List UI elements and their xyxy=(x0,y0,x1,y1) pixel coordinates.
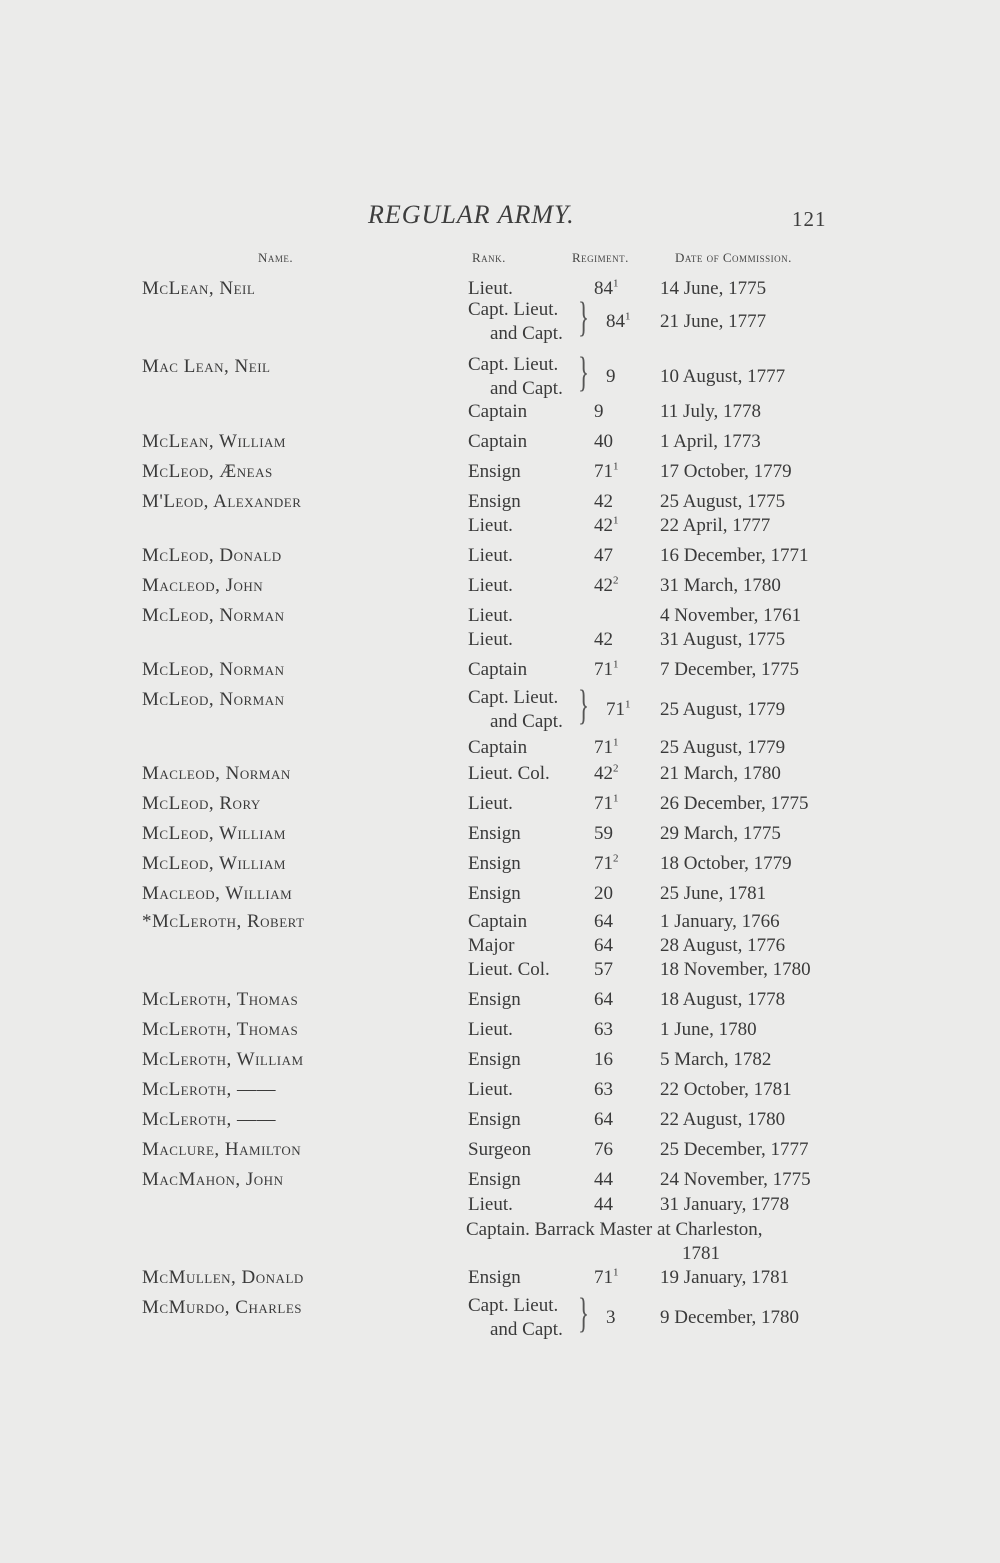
entry-date: 31 January, 1778 xyxy=(660,1194,790,1215)
list-item xyxy=(0,658,1000,682)
entry-regiment: 3 xyxy=(606,1307,616,1328)
entry-date: 25 August, 1775 xyxy=(660,491,786,512)
entry-rank: Lieut. xyxy=(468,629,513,650)
list-item xyxy=(0,882,1000,906)
regiment-battalion-superscript: 2 xyxy=(613,852,619,865)
regiment-battalion-superscript: 1 xyxy=(613,1266,619,1279)
entry-name: McLeod, Norman xyxy=(142,605,285,626)
regiment-battalion-superscript: 2 xyxy=(613,574,619,587)
entry-date: 1 January, 1766 xyxy=(660,911,780,932)
entry-rank-continued: and Capt. xyxy=(490,323,563,344)
entry-regiment: 47 xyxy=(594,545,613,566)
entry-name: McLean, Neil xyxy=(142,278,256,299)
list-item xyxy=(0,736,1000,760)
entry-rank: Surgeon xyxy=(468,1139,531,1160)
entry-rank: Ensign xyxy=(468,1049,521,1070)
regiment-battalion-superscript: 1 xyxy=(613,736,619,749)
entry-regiment: $71^1$ xyxy=(606,698,631,720)
list-item xyxy=(0,604,1000,628)
list-item xyxy=(0,1266,1000,1290)
page-number: 121 xyxy=(792,207,827,231)
entry-regiment: 40 xyxy=(594,431,613,452)
entry-regiment: 44 xyxy=(594,1169,613,1190)
entry-rank: Lieut. xyxy=(468,545,513,566)
entry-rank: Lieut. xyxy=(468,278,513,299)
entry-name: McLeod, Æneas xyxy=(142,461,273,482)
entry-date: 21 March, 1780 xyxy=(660,763,781,784)
entry-regiment: $84^1$ xyxy=(594,277,619,299)
entry-rank: Ensign xyxy=(468,853,521,874)
entry-rank: Ensign xyxy=(468,491,521,512)
list-item xyxy=(0,683,1000,732)
entry-rank: Captain xyxy=(468,737,528,758)
regiment-battalion-superscript: 1 xyxy=(625,698,631,711)
entry-date: 16 December, 1771 xyxy=(660,545,809,566)
entry-regiment: $71^1$ xyxy=(594,792,619,814)
list-item xyxy=(0,958,1000,982)
list-item xyxy=(0,1193,1000,1217)
list-item xyxy=(0,988,1000,1012)
list-item xyxy=(0,1078,1000,1102)
entry-regiment: $71^1$ xyxy=(594,1266,619,1288)
entry-date: 24 November, 1775 xyxy=(660,1169,811,1190)
entry-rank-continued: and Capt. xyxy=(490,378,563,399)
entry-date: 14 June, 1775 xyxy=(660,278,767,299)
entry-rank: Lieut. xyxy=(468,605,513,626)
entry-name: McLeroth, —— xyxy=(142,1109,276,1130)
list-item xyxy=(0,910,1000,934)
entry-regiment: $42^2$ xyxy=(594,574,619,596)
entry-name: Macleod, William xyxy=(142,883,293,904)
list-item xyxy=(0,934,1000,958)
entry-rank: Lieut. xyxy=(468,515,513,536)
entry-date: 21 June, 1777 xyxy=(660,311,767,332)
list-item xyxy=(0,1108,1000,1132)
entry-regiment: 57 xyxy=(594,959,613,980)
entry-regiment: 59 xyxy=(594,823,613,844)
list-item xyxy=(0,792,1000,816)
column-header-regiment: Regiment. xyxy=(572,250,629,265)
entry-regiment: $84^1$ xyxy=(606,310,631,332)
entry-rank: Ensign xyxy=(468,461,521,482)
brace-glyph: } xyxy=(578,1291,590,1337)
list-item xyxy=(0,1138,1000,1162)
entry-date: 22 August, 1780 xyxy=(660,1109,786,1130)
entry-date: 18 August, 1778 xyxy=(660,989,786,1010)
entry-rank: Capt. Lieut. xyxy=(468,299,559,320)
entry-rank: Ensign xyxy=(468,1267,521,1288)
list-item xyxy=(0,1168,1000,1192)
entry-name: McLeroth, Thomas xyxy=(142,1019,299,1040)
entry-name: Maclure, Hamilton xyxy=(142,1139,302,1160)
entry-regiment: 16 xyxy=(594,1049,613,1070)
list-item xyxy=(0,490,1000,514)
entry-regiment: $42^1$ xyxy=(594,514,619,536)
entry-date: 22 April, 1777 xyxy=(660,515,771,536)
entry-regiment: $71^2$ xyxy=(594,852,619,874)
list-item xyxy=(0,1291,1000,1340)
entry-rank-continued: and Capt. xyxy=(490,1319,563,1340)
entry-regiment: 64 xyxy=(594,935,613,956)
entry-date: 31 March, 1780 xyxy=(660,575,781,596)
entry-date: 22 October, 1781 xyxy=(660,1079,792,1100)
entry-note: Captain. Barrack Master at Charleston, xyxy=(466,1219,763,1240)
entry-name: Macleod, Norman xyxy=(142,763,291,784)
entry-date: 4 November, 1761 xyxy=(660,605,802,626)
entry-name: McLeod, William xyxy=(142,853,286,874)
entry-name: McMullen, Donald xyxy=(142,1267,304,1288)
entry-name: McLeod, Norman xyxy=(142,689,285,710)
list-item xyxy=(0,295,1000,344)
entry-rank: Ensign xyxy=(468,823,521,844)
entry-regiment: 63 xyxy=(594,1019,613,1040)
entry-name: MacMahon, John xyxy=(142,1169,284,1190)
entry-rank: Captain xyxy=(468,401,528,422)
entry-regiment: $42^2$ xyxy=(594,762,619,784)
entry-name: McLeroth, Thomas xyxy=(142,989,299,1010)
entry-date: 25 December, 1777 xyxy=(660,1139,809,1160)
entry-name: McLeroth, —— xyxy=(142,1079,276,1100)
list-item xyxy=(0,544,1000,568)
list-item xyxy=(0,628,1000,652)
entry-note-year: 1781 xyxy=(682,1243,720,1264)
entry-date: 25 August, 1779 xyxy=(660,737,786,758)
entry-rank: Capt. Lieut. xyxy=(468,1295,559,1316)
entry-date: 11 July, 1778 xyxy=(660,401,761,422)
list-item xyxy=(0,1218,1000,1264)
entry-date: 25 June, 1781 xyxy=(660,883,767,904)
entry-date: 9 December, 1780 xyxy=(660,1307,800,1328)
list-item xyxy=(0,460,1000,484)
regiment-battalion-superscript: 1 xyxy=(613,658,619,671)
entry-date: 31 August, 1775 xyxy=(660,629,786,650)
entry-rank: Lieut. xyxy=(468,1019,513,1040)
list-item xyxy=(0,822,1000,846)
entry-name: McLeod, William xyxy=(142,823,286,844)
entry-regiment: 64 xyxy=(594,911,613,932)
column-header-rank: Rank. xyxy=(472,250,506,265)
entry-rank: Lieut. xyxy=(468,793,513,814)
entry-rank: Captain xyxy=(468,911,528,932)
entry-regiment: 76 xyxy=(594,1139,613,1160)
list-item xyxy=(0,1048,1000,1072)
entry-date: 18 October, 1779 xyxy=(660,853,792,874)
entry-name: Mac Lean, Neil xyxy=(142,356,271,377)
entry-rank: Lieut. Col. xyxy=(468,763,550,784)
entry-date: 10 August, 1777 xyxy=(660,366,786,387)
list-item xyxy=(0,574,1000,598)
entry-date: 25 August, 1779 xyxy=(660,699,786,720)
regiment-battalion-superscript: 1 xyxy=(625,310,631,323)
entry-date: 28 August, 1776 xyxy=(660,935,786,956)
entry-date: 26 December, 1775 xyxy=(660,793,809,814)
entry-rank: Lieut. xyxy=(468,575,513,596)
entry-regiment: 63 xyxy=(594,1079,613,1100)
entry-name: McLeroth, William xyxy=(142,1049,304,1070)
entry-rank: Captain xyxy=(468,431,528,452)
list-item xyxy=(0,762,1000,786)
entry-rank: Ensign xyxy=(468,989,521,1010)
entry-regiment: 64 xyxy=(594,989,613,1010)
entry-date: 29 March, 1775 xyxy=(660,823,781,844)
column-header-name: Name. xyxy=(258,250,294,265)
regiment-battalion-superscript: 1 xyxy=(613,792,619,805)
entry-name: McLeod, Donald xyxy=(142,545,282,566)
entry-rank: Lieut. xyxy=(468,1194,513,1215)
regiment-battalion-superscript: 1 xyxy=(613,514,619,527)
entry-rank: Ensign xyxy=(468,883,521,904)
entry-regiment: $71^1$ xyxy=(594,658,619,680)
entry-name: *McLeroth, Robert xyxy=(142,911,305,932)
entry-date: 5 March, 1782 xyxy=(660,1049,772,1070)
entry-name: Macleod, John xyxy=(142,575,264,596)
entry-date: 1 June, 1780 xyxy=(660,1019,757,1040)
entry-rank: Ensign xyxy=(468,1169,521,1190)
entry-regiment: $71^1$ xyxy=(594,460,619,482)
running-title: REGULAR ARMY. xyxy=(368,200,575,229)
entry-regiment: 9 xyxy=(606,366,616,387)
column-header-date: Date of Commission. xyxy=(675,250,792,265)
list-item xyxy=(0,350,1000,399)
entry-rank-continued: and Capt. xyxy=(490,711,563,732)
brace-glyph: } xyxy=(578,350,590,396)
regiment-battalion-superscript: 2 xyxy=(613,762,619,775)
list-item xyxy=(0,1018,1000,1042)
regiment-battalion-superscript: 1 xyxy=(613,460,619,473)
entry-date: 17 October, 1779 xyxy=(660,461,792,482)
entry-date: 1 April, 1773 xyxy=(660,431,761,452)
entry-rank: Major xyxy=(468,935,515,956)
entry-rank: Lieut. Col. xyxy=(468,959,550,980)
entry-date: 7 December, 1775 xyxy=(660,659,800,680)
entry-regiment: 20 xyxy=(594,883,613,904)
entry-rank: Ensign xyxy=(468,1109,521,1130)
entry-name: McLeod, Norman xyxy=(142,659,285,680)
entry-regiment: 42 xyxy=(594,491,613,512)
brace-glyph: } xyxy=(578,295,590,341)
entry-name: M'Leod, Alexander xyxy=(142,491,302,512)
regiment-battalion-superscript: 1 xyxy=(613,277,619,290)
entry-name: McLeod, Rory xyxy=(142,793,261,814)
entry-name: McMurdo, Charles xyxy=(142,1297,303,1318)
entry-regiment: 44 xyxy=(594,1194,613,1215)
list-item xyxy=(0,400,1000,424)
brace-glyph: } xyxy=(578,683,590,729)
entry-regiment: 42 xyxy=(594,629,613,650)
entry-regiment: $71^1$ xyxy=(594,736,619,758)
list-item xyxy=(0,430,1000,454)
entry-regiment: 64 xyxy=(594,1109,613,1130)
entry-rank: Capt. Lieut. xyxy=(468,687,559,708)
list-item xyxy=(0,514,1000,538)
list-item xyxy=(0,852,1000,876)
entry-rank: Lieut. xyxy=(468,1079,513,1100)
entry-date: 19 January, 1781 xyxy=(660,1267,790,1288)
entry-regiment: 9 xyxy=(594,401,604,422)
entry-name: McLean, William xyxy=(142,431,286,452)
entry-date: 18 November, 1780 xyxy=(660,959,811,980)
entry-rank: Captain xyxy=(468,659,528,680)
entry-rank: Capt. Lieut. xyxy=(468,354,559,375)
